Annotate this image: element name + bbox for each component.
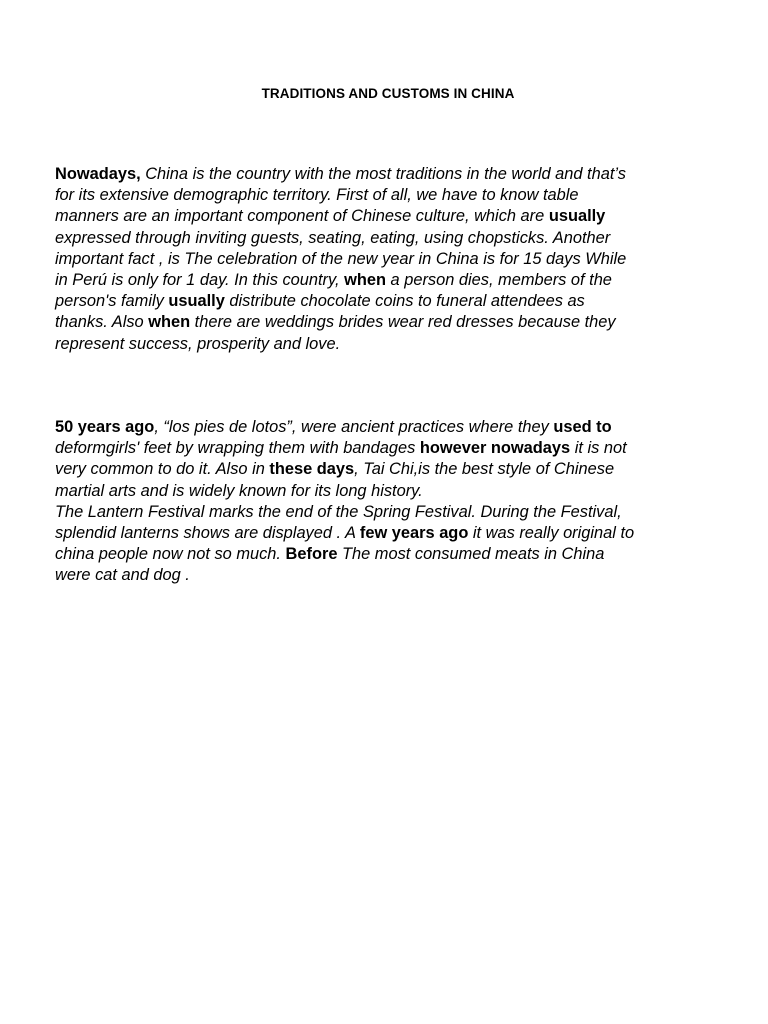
text-line (55, 312, 725, 333)
text-run: a person dies, members of the (385, 271, 612, 290)
bold-phrase: used to (553, 418, 612, 436)
bold-phrase: these days (269, 460, 355, 479)
text-line (55, 249, 725, 270)
document-title: TRADITIONS AND CUSTOMS IN CHINA (261, 86, 515, 101)
text-line (55, 523, 725, 544)
text-run: China is the country with the most traditions in the world and that’s (140, 165, 626, 183)
bold-phrase: 50 years ago (55, 418, 155, 436)
text-run: martial arts and is widely known for its long history. (55, 481, 423, 500)
bold-phrase: usually (168, 292, 225, 311)
text-line (55, 459, 725, 480)
text-run: The most consumed meats in China (337, 545, 605, 564)
text-line (55, 270, 725, 291)
text-line (55, 228, 725, 249)
text-line (55, 291, 725, 312)
text-run: it was really original to (468, 524, 635, 543)
text-line (55, 185, 725, 206)
text-run: distribute chocolate coins to funeral attendees as (224, 292, 585, 311)
bold-phrase: few years ago (359, 524, 469, 543)
text-run: it is not (570, 439, 627, 458)
text-run: in Perú is only for 1 day. In this country, (55, 271, 345, 290)
text-line (55, 206, 725, 227)
text-run: were cat and dog . (55, 566, 190, 585)
bold-phrase: when (344, 271, 386, 290)
text-run: important fact , is The celebration of the new year in China is for 15 days While (55, 249, 627, 268)
text-run: manners are an important component of Chinese culture, which are (55, 207, 549, 226)
paragraph-2 (55, 417, 725, 587)
text-run: there are weddings brides wear red dresses because they (190, 313, 616, 332)
bold-phrase: when (148, 313, 191, 332)
text-run: splendid lanterns shows are displayed . A (55, 524, 360, 543)
text-line (55, 334, 725, 355)
text-run: thanks. Also (55, 313, 149, 332)
text-run: represent success, prosperity and love. (55, 334, 341, 353)
text-run: person's family (55, 292, 169, 311)
text-run: The Lantern Festival marks the end of the Spring Festival. During the Festival, (55, 502, 622, 521)
text-line (55, 544, 725, 565)
text-run: , “los pies de lotos”, were ancient practices where they (154, 418, 554, 436)
text-run: deformgirls' feet by wrapping them with bandages (55, 439, 420, 458)
bold-phrase: Before (285, 545, 338, 564)
text-run: , Tai Chi,is the best style of Chinese (354, 460, 615, 479)
text-run: very common to do it. Also in (55, 460, 270, 479)
text-run: for its extensive demographic territory. First of all, we have to know table (55, 186, 579, 205)
text-line (55, 481, 725, 502)
text-line (55, 502, 725, 523)
text-line (55, 417, 725, 438)
text-run: china people now not so much. (55, 545, 286, 564)
text-run: expressed through inviting guests, seating, eating, using chopsticks. Another (55, 228, 611, 247)
text-line (55, 164, 725, 185)
bold-phrase: usually (548, 207, 606, 226)
bold-phrase: Nowadays, (55, 165, 141, 183)
bold-phrase: however nowadays (419, 439, 571, 458)
paragraph-1 (55, 164, 725, 355)
text-line (55, 438, 725, 459)
text-line (55, 565, 725, 586)
